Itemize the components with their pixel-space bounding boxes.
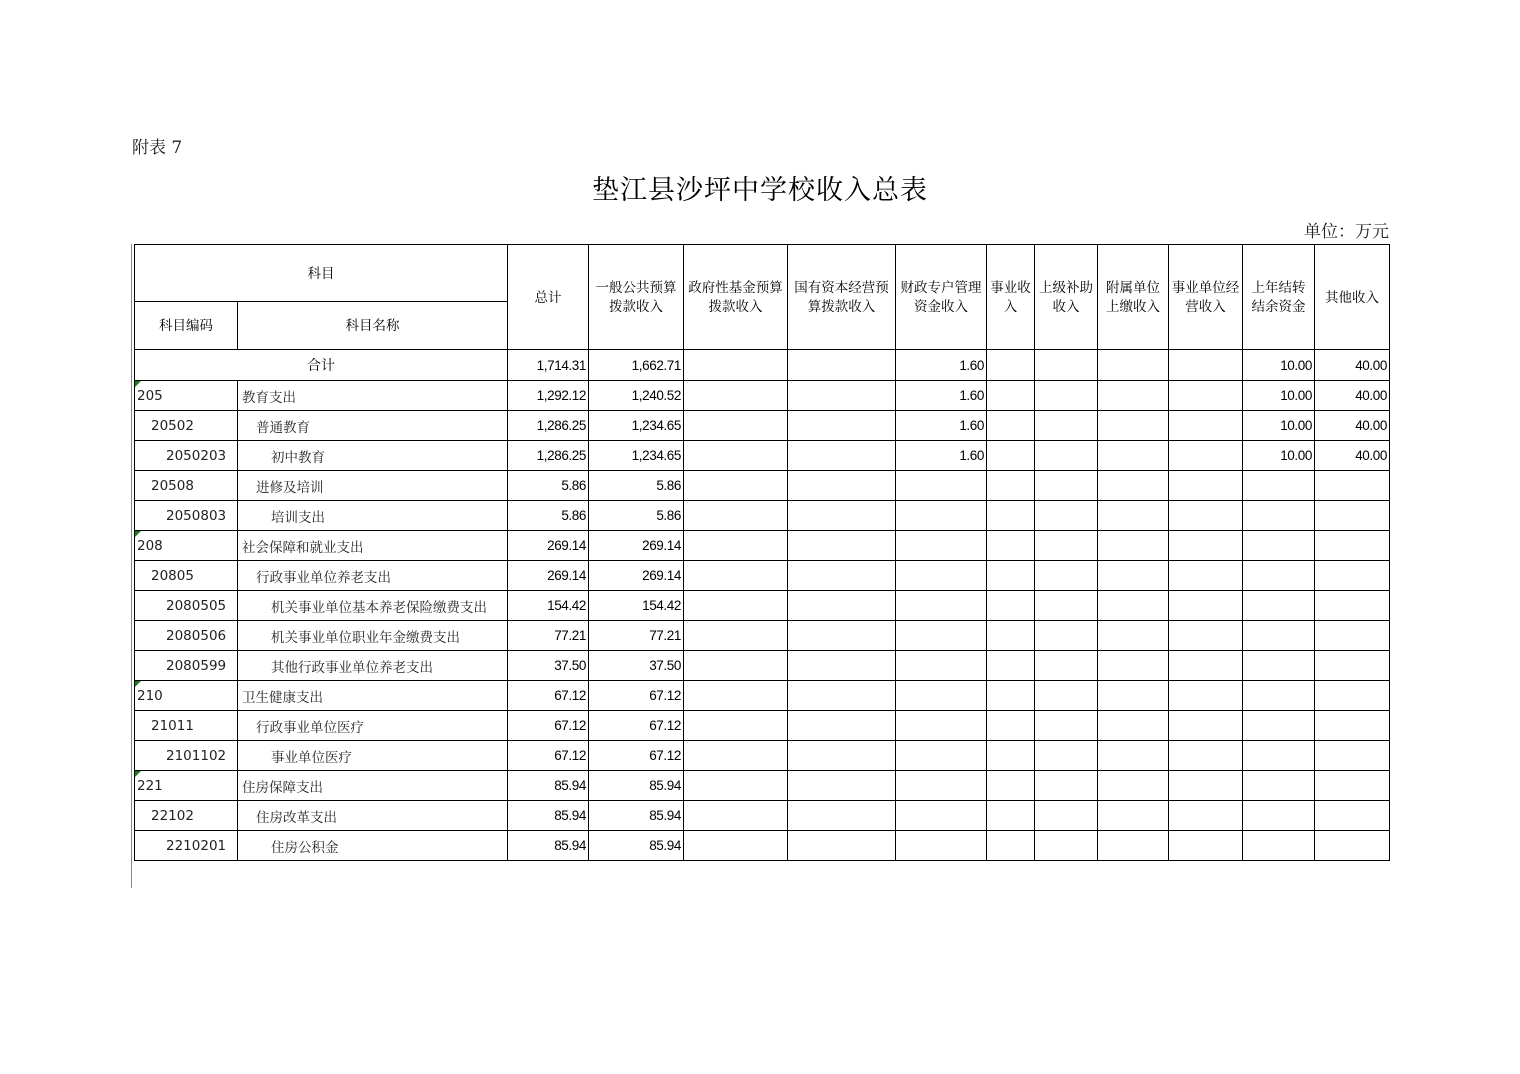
cell-state-capital	[788, 471, 896, 501]
cell-gov-fund	[684, 591, 788, 621]
table-row	[135, 561, 1390, 591]
subject-code-text: 2050203	[166, 447, 227, 464]
cell-operating-income	[1169, 381, 1243, 411]
cell-carryover	[1243, 771, 1315, 801]
subject-code	[135, 501, 238, 531]
cell-state-capital	[788, 801, 896, 831]
cell-state-capital	[788, 411, 896, 441]
cell-business-income	[987, 591, 1035, 621]
cell-carryover	[1243, 471, 1315, 501]
cell-other-income	[1315, 471, 1390, 501]
cell-fiscal-special: 1.60	[896, 441, 987, 471]
cell-superior-subsidy	[1035, 831, 1098, 861]
header-other-income: 其他收入	[1315, 245, 1390, 350]
subject-name: 其他行政事业单位养老支出	[238, 651, 508, 681]
cell-general-budget: 154.42	[589, 591, 684, 621]
cell-total: 5.86	[508, 471, 589, 501]
cell-affiliated-payment	[1098, 771, 1169, 801]
table-row	[135, 681, 1390, 711]
total-cell-carryover: 10.00	[1243, 350, 1315, 381]
subject-code	[135, 411, 238, 441]
cell-operating-income	[1169, 831, 1243, 861]
header-superior-subsidy: 上级补助收入	[1035, 245, 1098, 350]
subject-code	[135, 621, 238, 651]
cell-fiscal-special	[896, 591, 987, 621]
cell-superior-subsidy	[1035, 561, 1098, 591]
header-name: 科目名称	[238, 302, 508, 350]
cell-marker-icon	[135, 681, 141, 687]
cell-fiscal-special	[896, 561, 987, 591]
header-affiliated-payment: 附属单位上缴收入	[1098, 245, 1169, 350]
cell-state-capital	[788, 531, 896, 561]
cell-superior-subsidy	[1035, 501, 1098, 531]
cell-total: 269.14	[508, 531, 589, 561]
subject-code	[135, 801, 238, 831]
header-general-budget: 一般公共预算拨款收入	[589, 245, 684, 350]
subject-name: 行政事业单位养老支出	[238, 561, 508, 591]
cell-total: 1,286.25	[508, 441, 589, 471]
subject-code	[135, 381, 238, 411]
table-row	[135, 741, 1390, 771]
total-cell-operating-income	[1169, 350, 1243, 381]
cell-general-budget: 269.14	[589, 561, 684, 591]
cell-gov-fund	[684, 681, 788, 711]
cell-carryover: 10.00	[1243, 441, 1315, 471]
header-total: 总计	[508, 245, 589, 350]
cell-general-budget: 85.94	[589, 771, 684, 801]
subject-code	[135, 831, 238, 861]
cell-business-income	[987, 441, 1035, 471]
cell-other-income	[1315, 531, 1390, 561]
subject-code	[135, 771, 238, 801]
subject-name: 机关事业单位职业年金缴费支出	[238, 621, 508, 651]
cell-operating-income	[1169, 591, 1243, 621]
cell-carryover	[1243, 651, 1315, 681]
cell-superior-subsidy	[1035, 621, 1098, 651]
cell-fiscal-special: 1.60	[896, 411, 987, 441]
subject-name: 机关事业单位基本养老保险缴费支出	[238, 591, 508, 621]
header-gov-fund: 政府性基金预算拨款收入	[684, 245, 788, 350]
subject-code-text: 2210201	[166, 837, 227, 854]
cell-total: 85.94	[508, 831, 589, 861]
cell-total: 1,286.25	[508, 411, 589, 441]
subject-code	[135, 651, 238, 681]
header-carryover: 上年结转结余资金	[1243, 245, 1315, 350]
subject-name: 培训支出	[238, 501, 508, 531]
subject-name: 事业单位医疗	[238, 741, 508, 771]
cell-state-capital	[788, 651, 896, 681]
cell-affiliated-payment	[1098, 441, 1169, 471]
cell-carryover	[1243, 801, 1315, 831]
cell-business-income	[987, 621, 1035, 651]
page-title: 垫江县沙坪中学校收入总表	[592, 175, 928, 206]
cell-gov-fund	[684, 801, 788, 831]
header-state-capital: 国有资本经营预算拨款收入	[788, 245, 896, 350]
total-cell-fiscal-special: 1.60	[896, 350, 987, 381]
cell-superior-subsidy	[1035, 711, 1098, 741]
cell-state-capital	[788, 561, 896, 591]
cell-affiliated-payment	[1098, 501, 1169, 531]
cell-other-income	[1315, 591, 1390, 621]
table-row	[135, 591, 1390, 621]
cell-superior-subsidy	[1035, 741, 1098, 771]
cell-total: 85.94	[508, 801, 589, 831]
subject-code	[135, 681, 238, 711]
table-row	[135, 621, 1390, 651]
cell-gov-fund	[684, 621, 788, 651]
cell-business-income	[987, 471, 1035, 501]
cell-total: 67.12	[508, 681, 589, 711]
subject-code-text: 20805	[151, 567, 194, 584]
subject-name: 住房保障支出	[238, 771, 508, 801]
cell-gov-fund	[684, 651, 788, 681]
subject-code-text: 208	[137, 537, 163, 554]
cell-other-income	[1315, 621, 1390, 651]
cell-gov-fund	[684, 441, 788, 471]
cell-general-budget: 67.12	[589, 741, 684, 771]
cell-state-capital	[788, 831, 896, 861]
total-cell-general-budget: 1,662.71	[589, 350, 684, 381]
total-cell-total: 1,714.31	[508, 350, 589, 381]
cell-general-budget: 5.86	[589, 471, 684, 501]
cell-fiscal-special	[896, 471, 987, 501]
cell-superior-subsidy	[1035, 471, 1098, 501]
cell-fiscal-special	[896, 831, 987, 861]
cell-gov-fund	[684, 381, 788, 411]
cell-business-income	[987, 681, 1035, 711]
subject-code-text: 2080506	[166, 627, 227, 644]
cell-other-income	[1315, 741, 1390, 771]
cell-other-income	[1315, 681, 1390, 711]
cell-fiscal-special	[896, 801, 987, 831]
cell-fiscal-special	[896, 681, 987, 711]
subject-code	[135, 711, 238, 741]
attachment-label: 附表 7	[132, 138, 183, 158]
cell-affiliated-payment	[1098, 591, 1169, 621]
cell-state-capital	[788, 381, 896, 411]
cell-affiliated-payment	[1098, 651, 1169, 681]
cell-business-income	[987, 771, 1035, 801]
header-fiscal-special: 财政专户管理资金收入	[896, 245, 987, 350]
cell-general-budget: 1,234.65	[589, 441, 684, 471]
subject-code-text: 20502	[151, 417, 194, 434]
cell-affiliated-payment	[1098, 531, 1169, 561]
subject-name: 行政事业单位医疗	[238, 711, 508, 741]
subject-code-text: 2080599	[166, 657, 227, 674]
subject-name: 进修及培训	[238, 471, 508, 501]
cell-total: 77.21	[508, 621, 589, 651]
header-row-top	[135, 245, 1390, 302]
cell-superior-subsidy	[1035, 531, 1098, 561]
subject-code-text: 2080505	[166, 597, 227, 614]
cell-total: 85.94	[508, 771, 589, 801]
subject-code	[135, 441, 238, 471]
cell-gov-fund	[684, 471, 788, 501]
subject-code-text: 221	[137, 777, 163, 794]
subject-code-text: 210	[137, 687, 163, 704]
subject-name: 住房公积金	[238, 831, 508, 861]
cell-gov-fund	[684, 741, 788, 771]
cell-state-capital	[788, 711, 896, 741]
cell-marker-icon	[135, 381, 141, 387]
cell-superior-subsidy	[1035, 441, 1098, 471]
cell-gov-fund	[684, 531, 788, 561]
cell-carryover	[1243, 501, 1315, 531]
cell-affiliated-payment	[1098, 411, 1169, 441]
cell-operating-income	[1169, 771, 1243, 801]
table-row	[135, 411, 1390, 441]
total-cell-gov-fund	[684, 350, 788, 381]
unit-label: 单位：万元	[1304, 222, 1389, 242]
total-cell-other-income: 40.00	[1315, 350, 1390, 381]
cell-total: 67.12	[508, 711, 589, 741]
cell-other-income	[1315, 831, 1390, 861]
cell-affiliated-payment	[1098, 801, 1169, 831]
cell-business-income	[987, 501, 1035, 531]
total-cell-business-income	[987, 350, 1035, 381]
subject-code	[135, 561, 238, 591]
cell-general-budget: 1,240.52	[589, 381, 684, 411]
table-row	[135, 381, 1390, 411]
total-cell-superior-subsidy	[1035, 350, 1098, 381]
table-row	[135, 471, 1390, 501]
cell-other-income: 40.00	[1315, 411, 1390, 441]
cell-superior-subsidy	[1035, 771, 1098, 801]
cell-business-income	[987, 801, 1035, 831]
cell-operating-income	[1169, 711, 1243, 741]
cell-total: 269.14	[508, 561, 589, 591]
cell-business-income	[987, 381, 1035, 411]
cell-carryover: 10.00	[1243, 411, 1315, 441]
cell-superior-subsidy	[1035, 681, 1098, 711]
cell-carryover	[1243, 591, 1315, 621]
table-row	[135, 531, 1390, 561]
cell-fiscal-special	[896, 501, 987, 531]
total-cell-state-capital	[788, 350, 896, 381]
cell-general-budget: 67.12	[589, 681, 684, 711]
table-row	[135, 501, 1390, 531]
cell-general-budget: 5.86	[589, 501, 684, 531]
cell-other-income	[1315, 801, 1390, 831]
cell-total: 1,292.12	[508, 381, 589, 411]
cell-affiliated-payment	[1098, 471, 1169, 501]
cell-superior-subsidy	[1035, 591, 1098, 621]
cell-carryover	[1243, 741, 1315, 771]
subject-code	[135, 531, 238, 561]
cell-carryover	[1243, 831, 1315, 861]
cell-total: 67.12	[508, 741, 589, 771]
cell-carryover	[1243, 681, 1315, 711]
cell-affiliated-payment	[1098, 711, 1169, 741]
cell-operating-income	[1169, 561, 1243, 591]
cell-other-income	[1315, 711, 1390, 741]
cell-general-budget: 37.50	[589, 651, 684, 681]
cell-operating-income	[1169, 621, 1243, 651]
cell-fiscal-special	[896, 651, 987, 681]
cell-other-income	[1315, 651, 1390, 681]
subject-name: 住房改革支出	[238, 801, 508, 831]
total-label: 合计	[135, 350, 508, 381]
cell-fiscal-special	[896, 711, 987, 741]
total-cell-affiliated-payment	[1098, 350, 1169, 381]
cell-state-capital	[788, 441, 896, 471]
cell-carryover	[1243, 531, 1315, 561]
subject-name: 初中教育	[238, 441, 508, 471]
page-left-edge	[131, 244, 132, 888]
cell-affiliated-payment	[1098, 741, 1169, 771]
cell-operating-income	[1169, 501, 1243, 531]
cell-carryover	[1243, 621, 1315, 651]
cell-gov-fund	[684, 831, 788, 861]
table-row	[135, 711, 1390, 741]
cell-superior-subsidy	[1035, 801, 1098, 831]
cell-other-income: 40.00	[1315, 381, 1390, 411]
cell-business-income	[987, 411, 1035, 441]
cell-other-income	[1315, 501, 1390, 531]
cell-state-capital	[788, 591, 896, 621]
cell-affiliated-payment	[1098, 381, 1169, 411]
cell-operating-income	[1169, 741, 1243, 771]
cell-general-budget: 67.12	[589, 711, 684, 741]
cell-other-income	[1315, 561, 1390, 591]
subject-code-text: 205	[137, 387, 163, 404]
cell-carryover	[1243, 711, 1315, 741]
cell-business-income	[987, 561, 1035, 591]
cell-general-budget: 85.94	[589, 831, 684, 861]
cell-affiliated-payment	[1098, 621, 1169, 651]
cell-general-budget: 85.94	[589, 801, 684, 831]
table-row	[135, 831, 1390, 861]
subject-code-text: 2050803	[166, 507, 227, 524]
subject-code	[135, 741, 238, 771]
cell-affiliated-payment	[1098, 681, 1169, 711]
cell-superior-subsidy	[1035, 651, 1098, 681]
header-business-income: 事业收入	[987, 245, 1035, 350]
table-row	[135, 801, 1390, 831]
table-row	[135, 651, 1390, 681]
cell-state-capital	[788, 771, 896, 801]
cell-carryover: 10.00	[1243, 381, 1315, 411]
subject-code-text: 21011	[151, 717, 194, 734]
cell-operating-income	[1169, 531, 1243, 561]
cell-superior-subsidy	[1035, 381, 1098, 411]
cell-affiliated-payment	[1098, 561, 1169, 591]
header-code: 科目编码	[135, 302, 238, 350]
cell-operating-income	[1169, 651, 1243, 681]
subject-code	[135, 591, 238, 621]
cell-business-income	[987, 531, 1035, 561]
cell-total: 154.42	[508, 591, 589, 621]
cell-general-budget: 1,234.65	[589, 411, 684, 441]
subject-code-text: 2101102	[166, 747, 227, 764]
cell-business-income	[987, 741, 1035, 771]
cell-gov-fund	[684, 501, 788, 531]
subject-name: 社会保障和就业支出	[238, 531, 508, 561]
cell-state-capital	[788, 741, 896, 771]
header-subject: 科目	[135, 245, 508, 302]
cell-business-income	[987, 711, 1035, 741]
cell-general-budget: 77.21	[589, 621, 684, 651]
cell-business-income	[987, 831, 1035, 861]
cell-fiscal-special	[896, 741, 987, 771]
cell-state-capital	[788, 681, 896, 711]
subject-name: 卫生健康支出	[238, 681, 508, 711]
cell-gov-fund	[684, 771, 788, 801]
total-row	[135, 350, 1390, 381]
cell-operating-income	[1169, 441, 1243, 471]
cell-marker-icon	[135, 771, 141, 777]
subject-code-text: 20508	[151, 477, 194, 494]
cell-carryover	[1243, 561, 1315, 591]
cell-operating-income	[1169, 411, 1243, 441]
subject-code	[135, 471, 238, 501]
cell-business-income	[987, 651, 1035, 681]
subject-name: 普通教育	[238, 411, 508, 441]
cell-general-budget: 269.14	[589, 531, 684, 561]
cell-other-income	[1315, 771, 1390, 801]
cell-operating-income	[1169, 801, 1243, 831]
subject-code-text: 22102	[151, 807, 194, 824]
cell-total: 37.50	[508, 651, 589, 681]
cell-fiscal-special	[896, 771, 987, 801]
table-row	[135, 441, 1390, 471]
income-summary-table	[134, 244, 1390, 861]
cell-superior-subsidy	[1035, 411, 1098, 441]
cell-state-capital	[788, 621, 896, 651]
cell-fiscal-special: 1.60	[896, 381, 987, 411]
cell-other-income: 40.00	[1315, 441, 1390, 471]
cell-affiliated-payment	[1098, 831, 1169, 861]
header-operating-income: 事业单位经营收入	[1169, 245, 1243, 350]
cell-fiscal-special	[896, 621, 987, 651]
cell-operating-income	[1169, 471, 1243, 501]
cell-marker-icon	[135, 531, 141, 537]
subject-name: 教育支出	[238, 381, 508, 411]
cell-total: 5.86	[508, 501, 589, 531]
cell-fiscal-special	[896, 531, 987, 561]
cell-gov-fund	[684, 411, 788, 441]
cell-gov-fund	[684, 561, 788, 591]
cell-gov-fund	[684, 711, 788, 741]
table-row	[135, 771, 1390, 801]
cell-operating-income	[1169, 681, 1243, 711]
cell-state-capital	[788, 501, 896, 531]
